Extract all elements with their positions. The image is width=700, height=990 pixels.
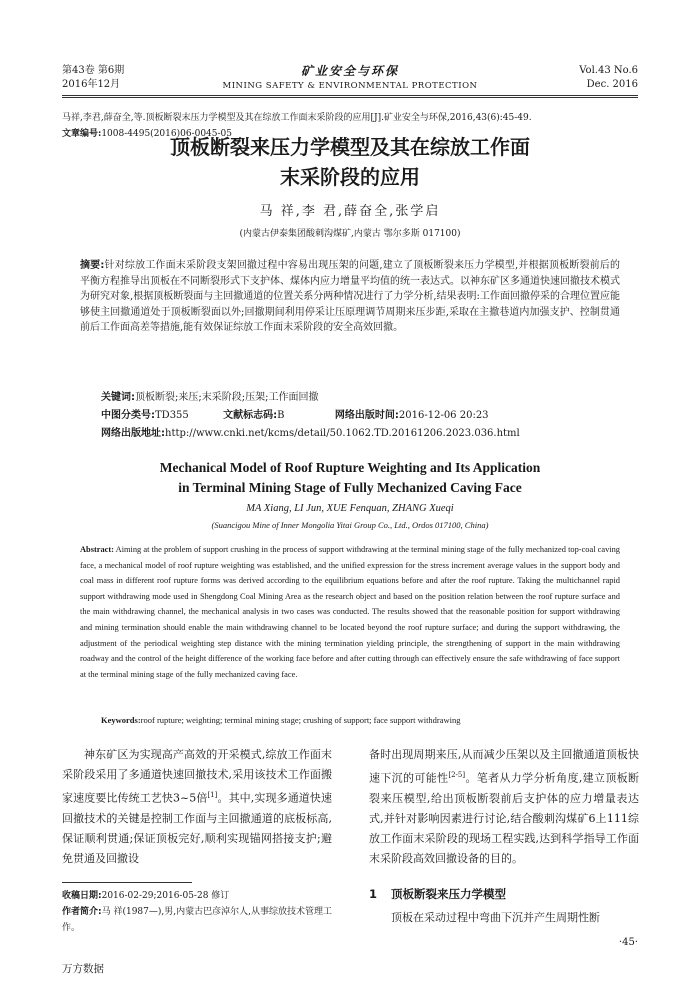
english-title xyxy=(62,458,638,498)
net-address-url[interactable]: http://www.cnki.net/kcms/detail/50.1062.TD.20161206.2023.036.html xyxy=(165,428,520,439)
clc-value: TD355 xyxy=(155,410,189,421)
section-number: 1 xyxy=(369,887,378,901)
pub-time-label: 网络出版时间: xyxy=(334,410,399,421)
pub-time-value: 2016-12-06 20:23 xyxy=(398,410,489,421)
body-column-1 xyxy=(62,745,332,869)
abstract-cn-text: 针对综放工作面末采阶段支架回撤过程中容易出现压架的问题,建立了顶板断裂来压力学模型,并根据顶板断裂前后的平衡方程推导出顶板在不同断裂形式下支护体、煤体内应力增量平均值的统一表达式。以神东矿区多通道快速回撤技术模式为研究对象,根据顶板断裂面与主回撤通道的位置关系分两种情况进行了力学分析,结果表明:工作面回撤停采的合理位置应能够使主回撤通道处于顶板断裂面以外;回撤期间利用停采让压原理调节周期来压步距,采取在主撤巷道内加强支护、控制贯通前后工作面高差等措施,能有效保证综放工作面末采阶段的安全高效回撤。 xyxy=(80,260,620,334)
header-journal xyxy=(200,62,500,91)
keywords-cn xyxy=(101,388,621,403)
author-bio-text: 马 祥(1987—),男,内蒙古巴彦淖尔人,从事综放技术管理工作。 xyxy=(62,907,332,933)
body-col1-cont: 。其中,实现多通道快速回撤技术的关键是控制工作面与主回撤通道的底板标高,保证顺利贯通;保证顶板完好,顺利实现锚网搭接支护;避免贯通及回撤设 xyxy=(62,791,332,865)
header-rule xyxy=(62,95,638,96)
title-line-1: 顶板断裂来压力学模型及其在综放工作面 xyxy=(170,135,530,159)
watermark: 万方数据 xyxy=(62,963,104,975)
body-col2-text-b: 。笔者从力学分析角度,建立顶板断裂来压模型,给出顶板断裂前后支护体的应力增量表达式,并针对影响因素进行讨论,结合酸刺沟煤矿6上111综放工作面末采阶段的现场工程实践,达到科学指导工作面末采阶段高效回撤设备的目的。 xyxy=(369,771,640,865)
author-bio-label: 作者简介: xyxy=(62,907,102,917)
english-authors: MA Xiang, LI Jun, XUE Fenquan, ZHANG Xueqi xyxy=(246,503,454,514)
english-affiliation: (Suancigou Mine of Inner Mongolia Yitai Group Co., Ltd., Ordos 017100, China) xyxy=(211,520,489,530)
page-title xyxy=(62,132,638,192)
section-text: 顶板在采动过程中弯曲下沉并产生周期性断 xyxy=(391,911,600,924)
author-bio xyxy=(62,904,332,936)
header-volume xyxy=(62,64,124,92)
ref-1[interactable]: [1] xyxy=(207,791,218,799)
clc-label: 中图分类号: xyxy=(101,410,155,421)
doc-code-value: B xyxy=(277,410,285,421)
received-label: 收稿日期: xyxy=(62,891,102,901)
header-date-en: Dec. 2016 xyxy=(586,79,638,90)
ref-2-5[interactable]: [2-5] xyxy=(448,771,466,779)
header-date-cn: 2016年12月 xyxy=(62,79,121,90)
abstract-cn xyxy=(80,258,620,336)
citation: 马祥,李君,薛奋全,等.顶板断裂末压力学模型及其在综放工作面末采阶段的应用[J].矿业安全与环保,2016,43(6):45-49. xyxy=(62,113,532,123)
english-title-line-1: Mechanical Model of Roof Rupture Weighting and Its Application xyxy=(159,460,541,475)
journal-title-cn: 矿业安全与环保 xyxy=(300,64,399,78)
abstract-cn-label: 摘要: xyxy=(80,260,105,271)
page-number: ·45· xyxy=(618,937,638,948)
body-column-2 xyxy=(369,745,639,869)
authors: 马 祥,李 君,薛奋全,张学启 xyxy=(259,204,441,219)
section-heading xyxy=(369,886,506,902)
body-col1-text: 神东矿区为实现高产高效的开采模式,综放工作面末采阶段采用了多通道快速回撤技术,采用该技术工作面搬家速度要比传统工艺快3~5倍 xyxy=(62,748,332,805)
article-no-label: 文章编号: xyxy=(62,129,102,139)
journal-title-en: MINING SAFETY & ENVIRONMENTAL PROTECTION xyxy=(222,81,478,91)
doc-code-label: 文献标志码: xyxy=(223,410,278,421)
header-volume-en xyxy=(579,64,638,92)
body-col2-text-a: 备时出现周期来压,从而减少压架以及主回撤通道顶板快速下沉的可能性 xyxy=(369,748,639,785)
footnote-rule xyxy=(62,882,192,883)
received-date xyxy=(62,888,332,904)
header-rule-2 xyxy=(62,97,638,98)
keywords-en xyxy=(101,715,621,725)
received-value: 2016-02-29;2016-05-28 修订 xyxy=(101,891,230,901)
header-vol-cn: 第43卷 第6期 xyxy=(62,65,125,76)
abstract-en xyxy=(80,542,620,682)
article-no-value: 1008-4495(2016)06-0045-05 xyxy=(101,129,232,139)
affiliation: (内蒙古伊泰集团酸刺沟煤矿,内蒙古 鄂尔多斯 017100) xyxy=(239,229,461,239)
net-address xyxy=(101,424,621,439)
english-title-line-2: in Terminal Mining Stage of Fully Mechanized Caving Face xyxy=(178,480,522,495)
header-vol-en: Vol.43 No.6 xyxy=(579,65,638,76)
keywords-en-text: roof rupture; weighting; terminal mining stage; crushing of support; face support withdrawing xyxy=(140,715,461,725)
footnote xyxy=(62,888,332,936)
title-line-2: 末采阶段的应用 xyxy=(280,165,420,189)
classification-line xyxy=(101,406,621,421)
abstract-en-text: Aiming at the problem of support crushing in the process of support withdrawing at the terminal mining stage of the fully mechanized top-coal caving face, a mechanical model of roof rupture weighting was established, and the unified expression for the stress increment average values in the support body and coal mass in different roof rupture forms was derived according to the equilibrium equations before and after the roof rupture. Taking the multichannel rapid support withdrawing mode used in Shengdong Coal Mining Area as the research object and based on the position relation between the roof rupture surface and the main withdrawing channel, the mechanical analysis in two cases was conducted. The results showed that the reasonable position for support withdrawing and mining termination should enable the main withdrawing channel to be located beyond the roof rupture surface; and during the support withdrawing, the adjustment of the periodical weighting step distance with the mining termination yielding principle, the strengthening of support in the main withdrawing roadway and the control of the height difference of the working face before and after cutting through can effectively ensure the safe withdrawing of face support at the terminal mining stage of the fully mechanized caving face. xyxy=(80,545,620,679)
abstract-en-label: Abstract: xyxy=(80,545,114,554)
section-title: 顶板断裂来压力学模型 xyxy=(391,887,506,901)
keywords-en-label: Keywords: xyxy=(101,715,141,725)
keywords-cn-label: 关键词: xyxy=(101,392,135,403)
keywords-cn-text: 顶板断裂;来压;末采阶段;压架;工作面回撤 xyxy=(135,392,319,403)
net-address-label: 网络出版地址: xyxy=(101,428,165,439)
